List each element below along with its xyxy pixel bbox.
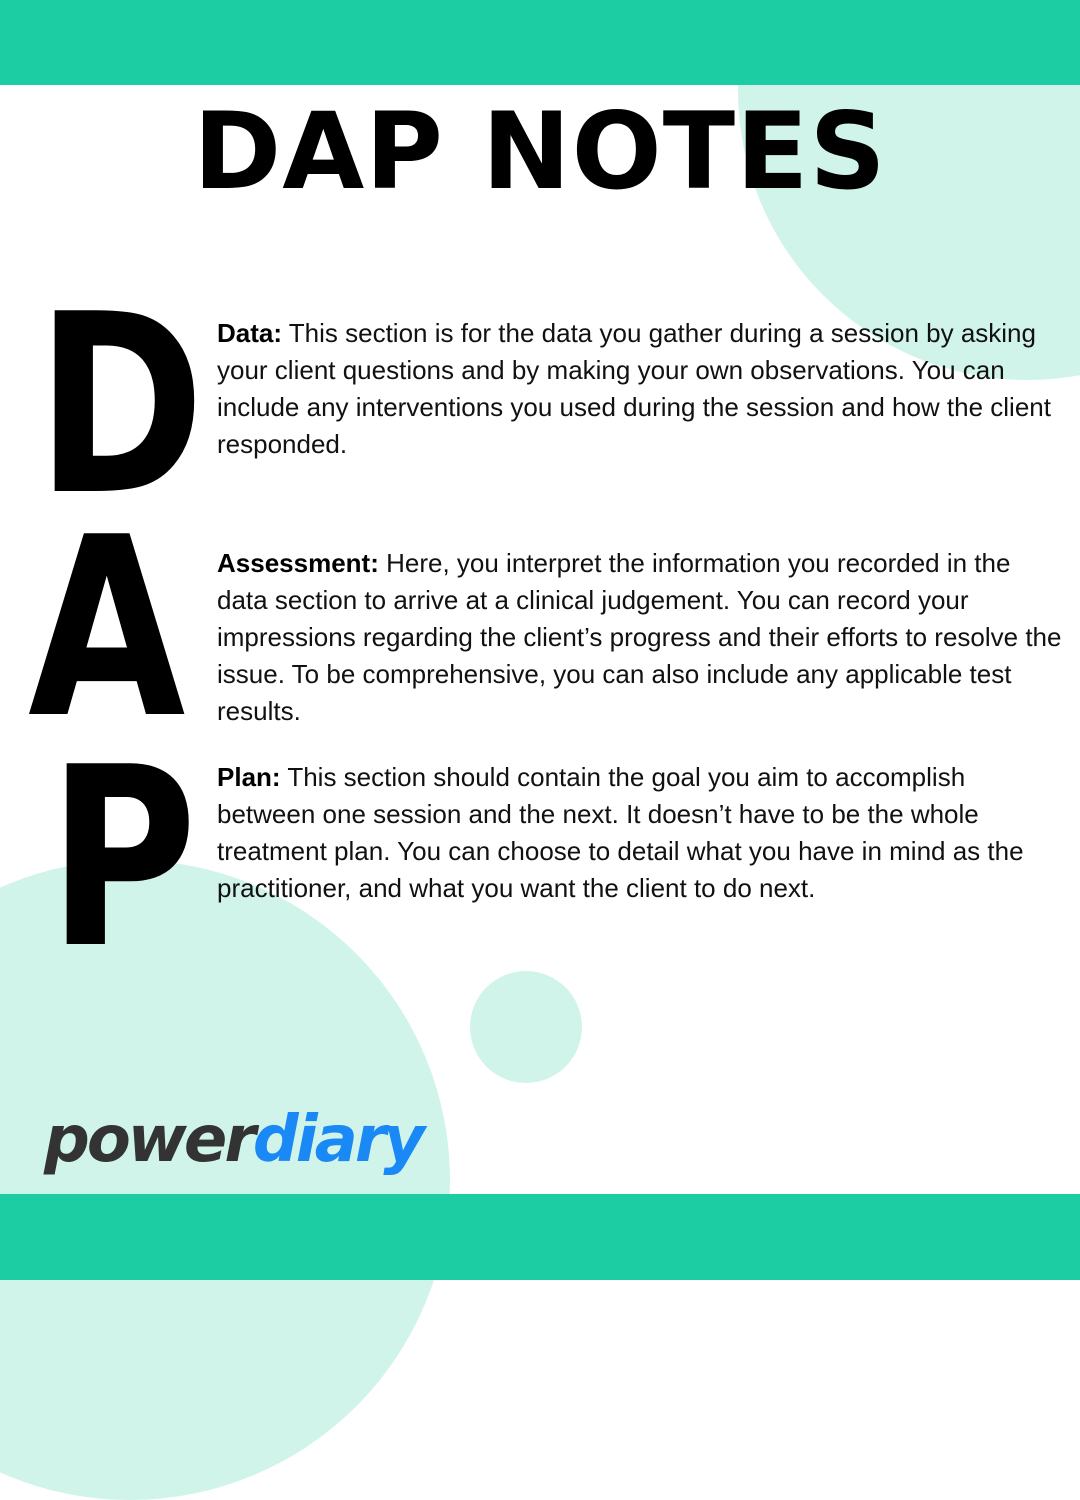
plan-label: Plan: — [217, 762, 281, 792]
plan-text: This section should contain the goal you aim to accomplish between one session and the next. It doesn’t have to be the whole treatment plan. You can choose to detail what you have in mind as the practitioner, and what you want the client to do next. — [217, 762, 1024, 903]
data-text: This section is for the data you gather during a session by asking your client questions and by making your own observations. You can include any interventions you used during the session and how the client responded. — [217, 318, 1051, 459]
decorative-circle-small — [470, 971, 582, 1083]
big-letter-a: A — [28, 485, 186, 773]
powerdiary-logo — [44, 1100, 422, 1180]
plan-section — [217, 759, 1067, 907]
bottom-band — [0, 1194, 1080, 1280]
big-letter-p: P — [48, 715, 198, 1003]
data-label: Data: — [217, 318, 283, 348]
assessment-label: Assessment: — [217, 548, 379, 578]
big-letter-d: D — [36, 262, 205, 550]
page-title: DAP NOTES — [193, 90, 887, 213]
assessment-text: Here, you interpret the information you recorded in the data section to arrive at a clinical judgement. You can record your impressions regarding the client’s progress and their efforts to resolve the issue. To be comprehensive, you can also include any applicable test results. — [217, 548, 1062, 726]
logo-power: power — [44, 1103, 253, 1177]
data-section — [217, 315, 1067, 463]
assessment-section — [217, 545, 1067, 730]
logo-diary: diary — [252, 1103, 423, 1177]
top-band — [0, 0, 1080, 85]
